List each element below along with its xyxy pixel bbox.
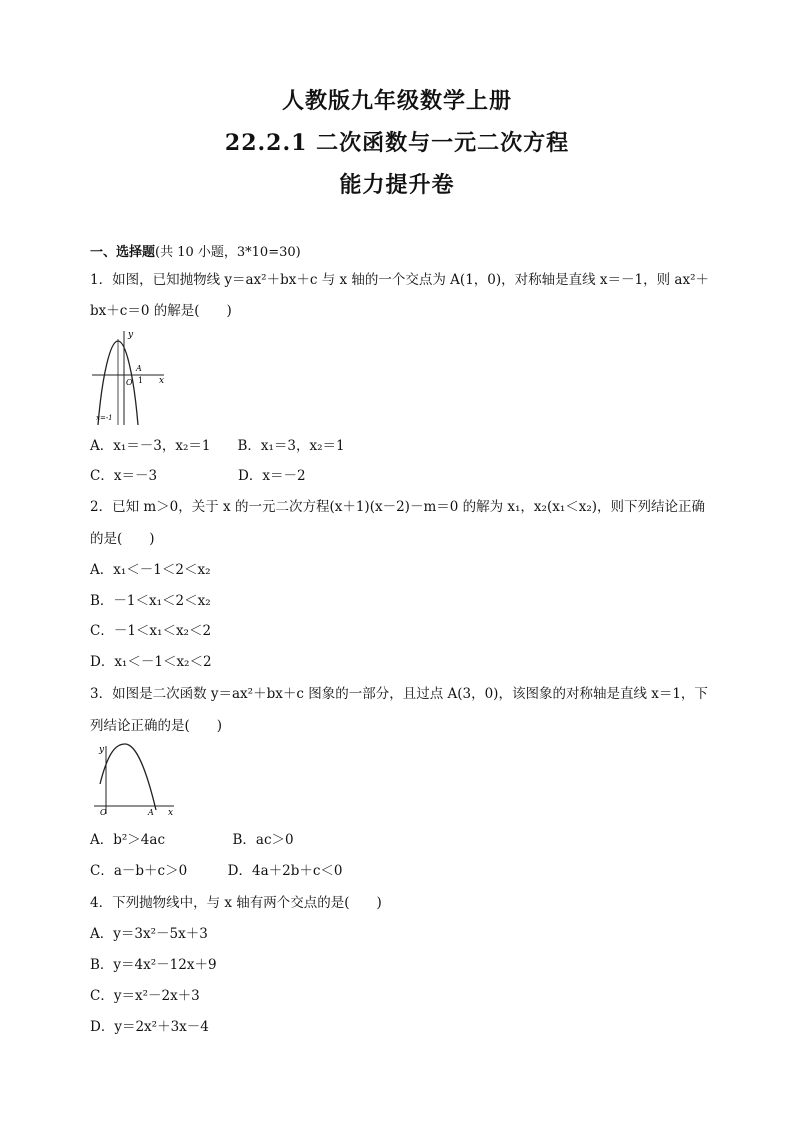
q4-option-d: D．y＝2x²＋3x－4 (90, 1019, 209, 1035)
q3-point-a-label: A (148, 808, 154, 816)
doc-title: 人教版九年级数学上册 (281, 88, 512, 114)
q1-stem-line2: bx＋c＝0 的解是( ) (90, 303, 232, 319)
q1-y-label: y (128, 330, 134, 340)
q4-option-b: B．y＝4x²－12x＋9 (90, 957, 217, 973)
q1-options-ab: A．x₁＝－3，x₂＝1 B．x₁＝3，x₂＝1 (90, 438, 345, 454)
q2-stem-line2: 的是( ) (90, 531, 155, 547)
q1-stem-line1: 1．如图，已知抛物线 y＝ax²＋bx＋c 与 x 轴的一个交点为 A(1，0)，对称轴是直线 x＝－1，则 ax²＋ (90, 272, 709, 288)
q4-stem: 4．下列抛物线中，与 x 轴有两个交点的是( ) (90, 895, 382, 911)
q3-stem-line2: 列结论正确的是( ) (90, 718, 223, 734)
doc-tag: 能力提升卷 (339, 172, 455, 198)
q3-parabola-curve (100, 744, 156, 810)
section-heading (90, 241, 301, 260)
q3-options-cd: C．a－b＋c＞0 D．4a＋2b＋c＜0 (90, 863, 343, 879)
q1-parabola-figure (88, 327, 168, 427)
q4-option-a: A．y＝3x²－5x＋3 (90, 926, 208, 942)
q1-point-a-label: A (136, 364, 142, 373)
q1-symmetry-label: x=-1 (96, 414, 113, 422)
q3-origin-label: O (100, 808, 107, 816)
q3-x-label: x (168, 808, 174, 816)
q3-parabola-figure (88, 740, 180, 816)
doc-subtitle: 22.2.1 二次函数与一元二次方程 (224, 130, 570, 156)
q1-tick-one: 1 (138, 376, 144, 385)
q1-x-label: x (159, 376, 165, 386)
section-note: (共 10 小题，3*10=30) (155, 245, 301, 260)
q2-stem-line1: 2．已知 m＞0，关于 x 的一元二次方程(x＋1)(x－2)－m＝0 的解为 x₁，x₂(x₁＜x₂)，则下列结论正确 (90, 499, 706, 515)
q3-y-label: y (99, 745, 105, 755)
q2-option-b: B．－1＜x₁＜2＜x₂ (90, 593, 211, 609)
q4-option-c: C．y＝x²－2x＋3 (90, 988, 200, 1004)
q1-origin-label: O (126, 378, 133, 387)
q3-stem-line1: 3．如图是二次函数 y＝ax²＋bx＋c 图象的一部分，且过点 A(3，0)，该图象的对称轴是直线 x＝1，下 (90, 686, 708, 702)
q1-options-cd: C．x＝－3 D．x＝－2 (90, 468, 306, 484)
q2-option-d: D．x₁＜－1＜x₂＜2 (90, 654, 212, 670)
q3-options-ab: A．b²＞4ac B．ac＞0 (90, 832, 294, 848)
q2-option-a: A．x₁＜－1＜2＜x₂ (90, 562, 211, 578)
q2-option-c: C．－1＜x₁＜x₂＜2 (90, 623, 212, 639)
section-title: 一、选择题 (90, 245, 156, 260)
